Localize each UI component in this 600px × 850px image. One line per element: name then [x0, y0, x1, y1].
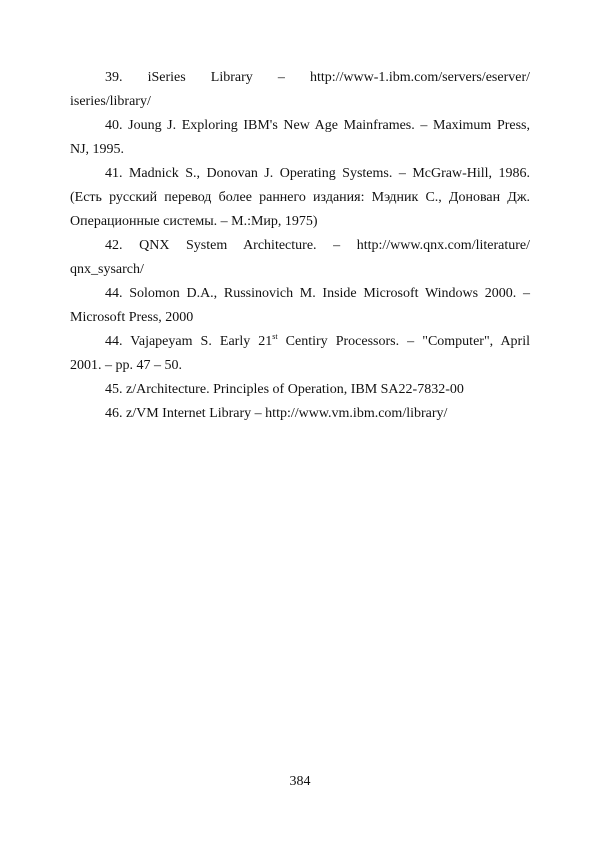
reference-item: [70, 378, 530, 402]
reference-line: 46. z/VM Internet Library – http://www.vm.ibm.com/library/: [105, 406, 448, 421]
reference-line: iseries/library/: [70, 94, 151, 109]
reference-line: NJ, 1995.: [70, 142, 125, 157]
reference-line: 45. z/Architecture. Principles of Operation, IBM SA22-7832-00: [105, 382, 464, 397]
reference-item: [70, 282, 530, 330]
page-number: 384: [289, 774, 311, 789]
reference-item: [70, 162, 530, 234]
reference-line: 44. Solomon D.A., Russinovich M. Inside Microsoft Windows 2000. –: [105, 286, 530, 301]
reference-line: 40. Joung J. Exploring IBM's New Age Mainframes. – Maximum Press,: [105, 118, 530, 133]
reference-line: 41. Madnick S., Donovan J. Operating Systems. – McGraw-Hill, 1986.: [105, 166, 530, 181]
reference-line: 39. iSeries Library – http://www-1.ibm.com/servers/eserver/: [105, 70, 530, 85]
reference-line: 42. QNX System Architecture. – http://www.qnx.com/literature/: [105, 238, 530, 253]
reference-list: [70, 66, 530, 426]
reference-line: 2001. – pp. 47 – 50.: [70, 358, 182, 373]
reference-line: qnx_sysarch/: [70, 262, 144, 277]
reference-item: [70, 402, 530, 426]
reference-item: [70, 114, 530, 162]
reference-line: Операционные системы. – М.:Мир, 1975): [70, 214, 318, 229]
reference-line: Microsoft Press, 2000: [70, 310, 194, 325]
reference-text: Centiry Processors. – "Computer", April: [277, 334, 530, 349]
reference-item: [70, 234, 530, 282]
reference-text: 44. Vajapeyam S. Early 21: [105, 334, 273, 349]
reference-item: [70, 330, 530, 378]
reference-line: (Есть русский перевод более раннего издания: Мэдник С., Донован Дж.: [70, 190, 530, 205]
reference-line: [70, 330, 530, 354]
reference-item: [70, 66, 530, 114]
superscript: st: [272, 332, 278, 341]
